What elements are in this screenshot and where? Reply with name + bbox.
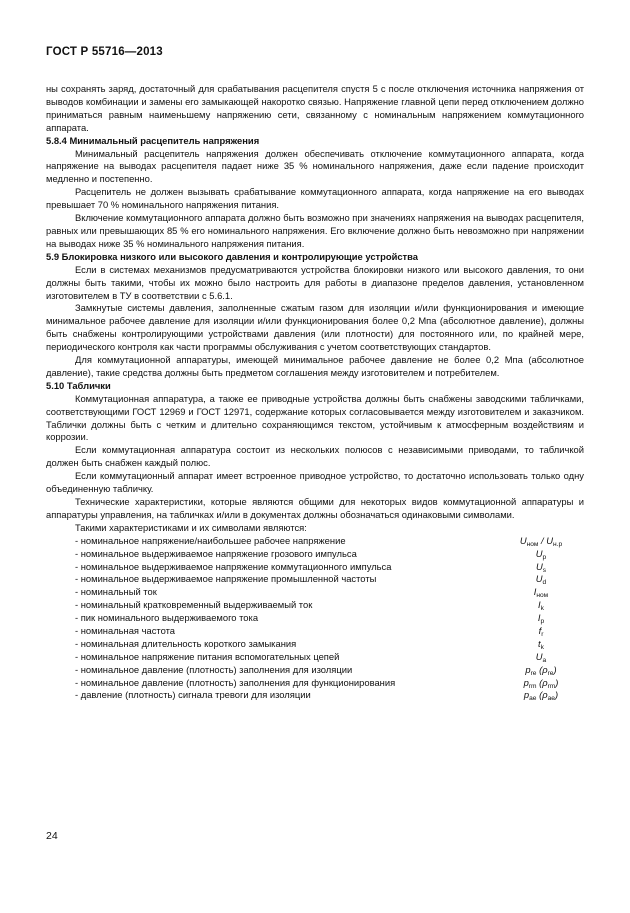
characteristic-symbol: $I_{ном}$ (533, 586, 549, 600)
paragraph: Расцепитель не должен вызывать срабатывание коммутационного аппарата, когда напряжение на его выводах превышает 70 % номинального напряжения питания. (46, 186, 584, 211)
characteristic-symbol: $f_r$ (538, 624, 544, 638)
characteristic-item (46, 625, 584, 638)
characteristic-label: - номинальное напряжение/наибольшее рабочее напряжение (75, 534, 346, 546)
section-heading: 5.10 Таблички (46, 379, 111, 391)
characteristic-label: - номинальное выдерживаемое напряжение промышленной частоты (75, 573, 377, 585)
characteristic-symbol: $U_a$ (535, 650, 547, 664)
paragraph: Если коммутационная аппаратура состоит из нескольких полюсов с независимыми приводами, то табличкой должен быть снабжен каждый полюс. (46, 444, 584, 469)
characteristic-symbol: $p_{ae}$ $(\rho_{ae})$ (523, 689, 559, 703)
characteristic-label: - пик номинального выдерживаемого тока (75, 612, 259, 624)
characteristic-item (46, 651, 584, 664)
paragraph: Такими характеристиками и их символами являются: (75, 521, 307, 533)
characteristic-item (46, 689, 584, 702)
characteristic-symbol: $p_{rm}$ $(\rho_{rm})$ (523, 676, 559, 690)
section-heading: 5.8.4 Минимальный расцепитель напряжения (46, 134, 260, 146)
page-header: ГОСТ Р 55716—2013 (46, 46, 163, 58)
paragraph: Минимальный расцепитель напряжения должен обеспечивать отключение коммутационного аппарата, когда напряжение на выводах расцепителя падает ниже 35 % номинального напряжения, даже если падение происходит медленно и постепенно. (46, 147, 584, 185)
characteristic-symbol: $U_p$ (535, 547, 547, 561)
characteristic-label: - номинальное выдерживаемое напряжение коммутационного импульса (75, 560, 392, 572)
paragraph: Технические характеристики, которые являются общими для некоторых видов коммутационной аппаратуры и аппаратуры управления, на табличках и/или в документах должны обозначаться одинаковыми символами. (46, 496, 584, 520)
characteristic-symbol: $t_k$ (538, 637, 544, 651)
characteristic-item (46, 612, 584, 625)
characteristic-symbol: $I_k$ (538, 599, 544, 613)
paragraph: ны сохранять заряд, достаточный для срабатывания расцепителя спустя 5 с после отключения источника напряжения от выводов комбинации и замены его замыкающей накоротко связью. Напряжение главной цепи перед отключением должно приниматься равным наименьшему напряжению сети, связанному с номинальным напряжением коммутационного аппарата. (46, 83, 584, 133)
characteristic-label: - номинальный кратковременный выдерживаемый ток (75, 599, 313, 611)
paragraph: Включение коммутационного аппарата должно быть возможно при значениях напряжения на выводах расцепителя, равных или превышающих 85 % его номинального напряжения. Его включение должно быть невозможно при напряжении на выводах ниже 35 % номинального напряжения питания. (46, 212, 584, 249)
paragraph: Если коммутационный аппарат имеет встроенное приводное устройство, то достаточно использовать только одну объединенную табличку. (46, 470, 584, 495)
characteristic-label: - номинальная частота (75, 624, 176, 636)
characteristic-symbol: $U_d$ (535, 573, 547, 587)
characteristic-label: - давление (плотность) сигнала тревоги для изоляции (75, 689, 311, 701)
characteristic-label: - номинальное выдерживаемое напряжение грозового импульса (75, 547, 357, 559)
characteristic-label: - номинальное давление (плотность) заполнения для функционирования (75, 676, 396, 688)
paragraph: Для коммутационной аппаратуры, имеющей минимальное рабочее давление не более 0,2 Мпа (абсолютное давление), такие средства должны быть предметом соглашения между изготовителем и потребителем. (46, 354, 584, 378)
characteristic-item (46, 535, 584, 548)
characteristic-item (46, 638, 584, 651)
paragraph: Замкнутые системы давления, заполненные сжатым газом для изоляции и/или функционирования и имеющие минимальное рабочее давление для изоляции и/или функционирования более 0,2 Мпа (абсолютное давление), должны быть снабжены контролирующими устройствами давления (или плотности) для постоянного или, по крайней мере, периодического контроля как части программы обслуживания с учетом соответствующих стандартов. (46, 302, 584, 353)
page-number: 24 (46, 830, 58, 842)
characteristics-list (46, 535, 584, 703)
characteristic-item (46, 586, 584, 599)
section-heading: 5.9 Блокировка низкого или высокого давления и контролирующие устройства (46, 250, 418, 262)
characteristic-item (46, 548, 584, 561)
characteristic-label: - номинальное напряжение питания вспомогательных цепей (75, 650, 340, 662)
characteristic-item (46, 599, 584, 612)
characteristic-item (46, 573, 584, 586)
page-content (46, 83, 584, 702)
characteristic-symbol: $p_{re}$ $(\rho_{re})$ (525, 663, 557, 677)
characteristic-label: - номинальный ток (75, 586, 157, 598)
characteristic-symbol: $U_s$ (535, 560, 547, 574)
characteristic-label: - номинальное давление (плотность) заполнения для изоляции (75, 663, 353, 675)
characteristic-symbol: $I_p$ (537, 612, 545, 626)
characteristic-item (46, 677, 584, 690)
characteristic-symbol: $U_{ном} / U_{н.р}$ (519, 534, 563, 548)
paragraph: Если в системах механизмов предусматриваются устройства блокировки низкого или высокого давления, то они должны быть такими, чтобы их можно было настроить для работы в диапазоне пределов давления, установленном изготовителем в ТУ в соответствии с 5.6.1. (46, 263, 584, 301)
characteristic-label: - номинальная длительность короткого замыкания (75, 637, 297, 649)
characteristic-item (46, 664, 584, 677)
characteristic-item (46, 561, 584, 574)
paragraph: Коммутационная аппаратура, а также ее приводные устройства должны быть снабжены заводскими табличками, соответствующими ГОСТ 12969 и ГОСТ 12971, содержание которых согласовывается между изготовителем и заказчиком. Таблички должны быть с четким и длительно сохраняющимся текстом, устойчивым к атмосферным воздействиям и коррозии. (46, 392, 584, 443)
